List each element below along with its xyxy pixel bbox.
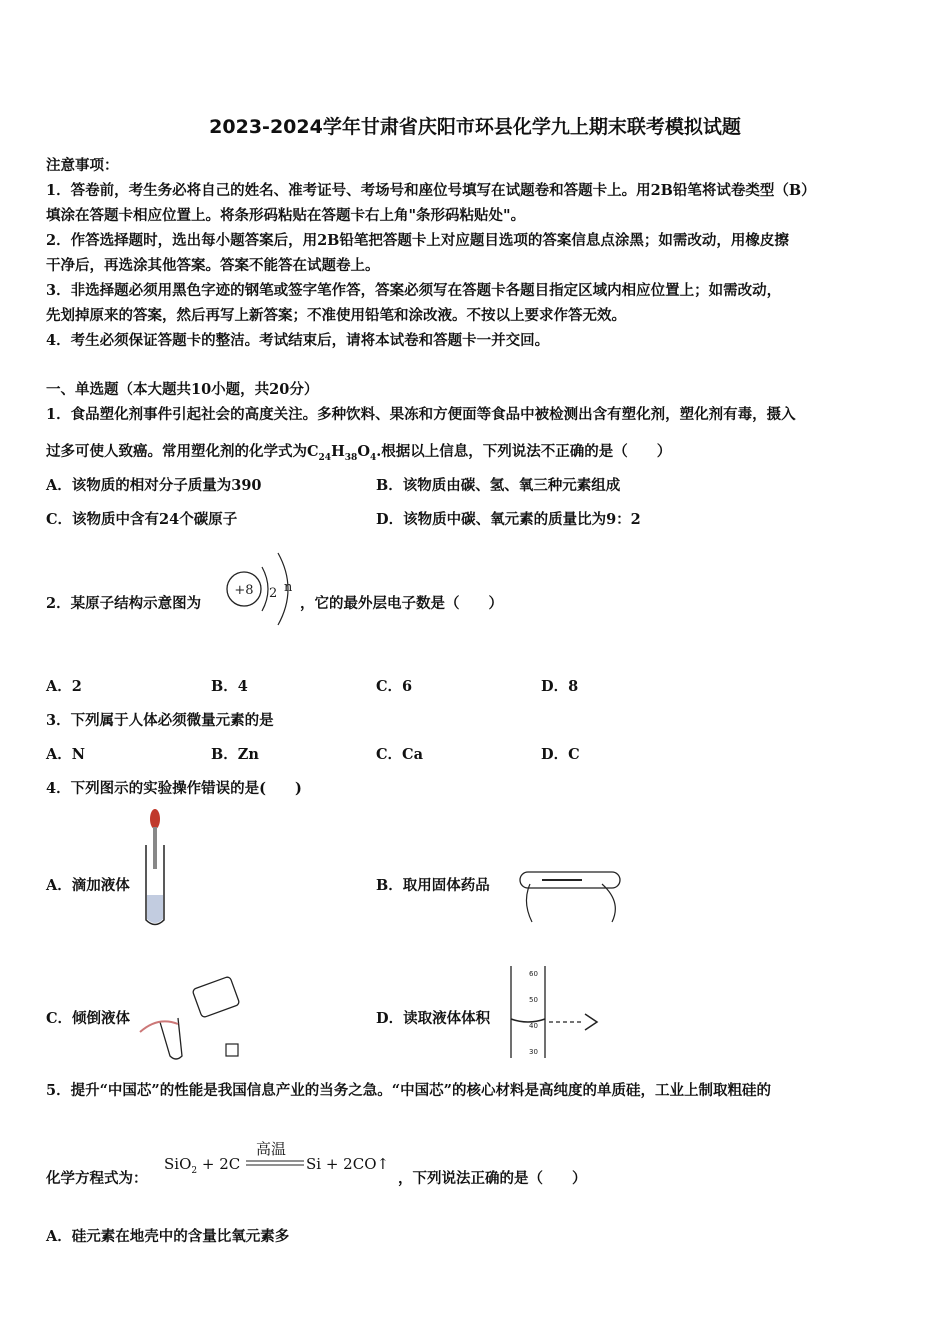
q1-stem-line2: 过多可使人致癌。常用塑化剂的化学式为$C_{24}H_{38}O_4$.根据以上信息，下列说法不正确的是（ ） [46,443,672,463]
q3-option-d[interactable]: D．C [541,746,580,763]
q5-stem-pre: 化学方程式为： [46,1170,148,1187]
q3-option-c[interactable]: C．Ca [376,746,423,763]
chemical-equation-left: SiO$_2$ + 2C [164,1155,241,1176]
dropper-bulb [150,809,160,829]
hand [140,1021,178,1032]
q2-option-c[interactable]: C．6 [376,678,413,695]
q1-option-d[interactable]: D．该物质中碳、氧元素的质量比为9：2 [376,511,641,528]
q4-stem: 4．下列图示的实验操作错误的是( ) [46,780,302,797]
liquid [147,895,163,923]
q4-option-a[interactable]: A．滴加液体 [46,877,130,894]
notice-line: 填涂在答题卡相应位置上。将条形码粘贴在答题卡右上角"条形码粘贴处"。 [46,207,526,224]
q5-stem: 5．提升“中国芯”的性能是我国信息产业的当务之急。“中国芯”的核心材料是高纯度的单质硅，工业上制取粗硅的 [46,1082,771,1099]
notice-line: 4．考生必须保证答题卡的整洁。考试结束后，请将本试卷和答题卡一并交回。 [46,332,550,349]
pouring-liquid-image [138,964,248,1062]
section-heading: 一、单选题（本大题共10小题，共20分） [46,381,319,398]
tick-label: 60 [529,970,538,978]
reagent-bottle [192,976,240,1018]
tick-label: 50 [529,996,538,1004]
reaction-condition: 高温 [256,1140,287,1158]
q4-option-b[interactable]: B．取用固体药品 [376,877,490,894]
chemical-equation-right: Si + 2CO↑ [306,1155,390,1173]
electron-shell-1 [262,567,268,611]
equation-arrow [246,1160,306,1168]
meniscus [511,1019,545,1022]
notice-line: 2．作答选择题时，选出每小题答案后，用2B铅笔把答题卡上对应题目选项的答案信息点涂黑；如需改动，用橡皮擦 [46,232,789,249]
tick-label: 30 [529,1048,538,1056]
graduated-cylinder-image [505,962,605,1062]
receiving-tube [160,1018,182,1059]
q5-stem-post: ，下列说法正确的是（ ） [398,1170,587,1187]
q2-stem-pre: 2．某原子结构示意图为 [46,595,202,612]
q1-option-c[interactable]: C．该物质中含有24个碳原子 [46,511,238,528]
notice-line: 1．答卷前，考生务必将自己的姓名、准考证号、考场号和座位号填写在试题卷和答题卡上。用2B铅笔将试卷类型（B） [46,182,816,199]
dropper-test-tube-image [140,805,172,930]
dropper-stem [153,827,157,869]
left-hand [526,884,532,922]
atom-structure-diagram [222,545,302,655]
shell-2-count: n [284,580,293,595]
solid-reagent-image [512,862,632,930]
q2-option-b[interactable]: B．4 [211,678,248,695]
shell-1-count: 2 [269,586,278,601]
bottle-stopper [226,1044,238,1056]
tick-label: 40 [529,1022,538,1030]
q1-option-a[interactable]: A．该物质的相对分子质量为390 [46,477,262,494]
right-hand [602,884,615,922]
nucleus-charge: +8 [234,583,254,598]
q4-option-d[interactable]: D．读取液体体积 [376,1010,491,1027]
eye-icon [585,1014,597,1030]
q2-option-d[interactable]: D．8 [541,678,579,695]
q2-stem-post: ，它的最外层电子数是（ ） [300,595,503,612]
q3-option-a[interactable]: A．N [46,746,86,763]
q3-option-b[interactable]: B．Zn [211,746,259,763]
notice-heading: 注意事项： [46,157,119,174]
q1-stem: 1．食品塑化剂事件引起社会的高度关注。多种饮料、果冻和方便面等食品中被检测出含有塑化剂，塑化剂有毒，摄入 [46,406,796,423]
notice-line: 干净后，再选涂其他答案。答案不能答在试题卷上。 [46,257,380,274]
q2-option-a[interactable]: A．2 [46,678,82,695]
q4-option-c[interactable]: C．倾倒液体 [46,1010,131,1027]
q5-option-a[interactable]: A．硅元素在地壳中的含量比氧元素多 [46,1228,290,1245]
notice-line: 先划掉原来的答案，然后再写上新答案；不准使用铅笔和涂改液。不按以上要求作答无效。 [46,307,626,324]
q1-option-b[interactable]: B．该物质由碳、氢、氧三种元素组成 [376,477,621,494]
page-title: 2023-2024学年甘肃省庆阳市环县化学九上期末联考模拟试题 [209,116,741,138]
notice-line: 3．非选择题必须用黑色字迹的钢笔或签字笔作答，答案必须写在答题卡各题目指定区域内相应位置上；如需改动， [46,282,782,299]
q3-stem: 3．下列属于人体必须微量元素的是 [46,712,274,729]
